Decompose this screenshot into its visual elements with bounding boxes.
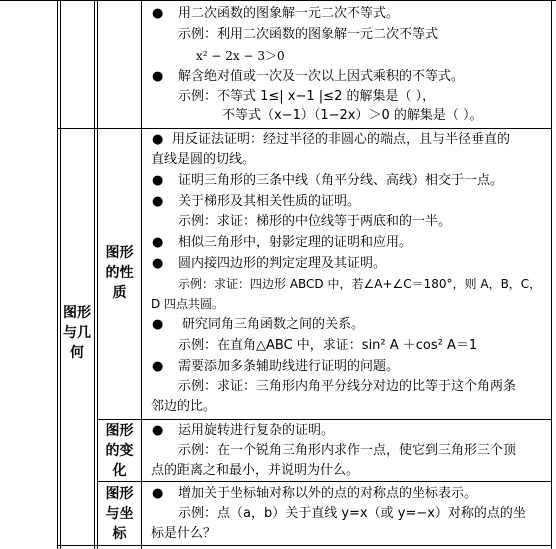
example-text: 标是什么？	[151, 526, 217, 541]
bullet: ●	[152, 6, 164, 21]
bullet: ●	[152, 423, 164, 438]
example-text: 邻边的比。	[151, 399, 217, 414]
bullet: ●	[152, 256, 164, 271]
subcategory-label-line: 图形	[105, 423, 134, 439]
border-left-inner	[60, 0, 61, 549]
bullet: ●	[152, 194, 164, 209]
item-text: 解含绝对值或一次及一次以上因式乘积的不等式。	[178, 69, 465, 84]
subcategory-label-line: 标	[112, 526, 127, 542]
bullet: ●	[152, 317, 164, 332]
subcategory-label-line: 图形	[105, 245, 134, 261]
example-text: 点的距离之和最小，并说明为什么。	[151, 463, 360, 478]
subcategory-label-line: 与坐	[105, 506, 134, 522]
item-text: 增加关于坐标轴对称以外的点的对称点的坐标表示。	[178, 486, 478, 501]
example-text: 示例：利用二次函数的图象解一元二次不等式	[178, 27, 439, 42]
item-text: 关于梯形及其相关性质的证明。	[178, 194, 361, 209]
example-text: 示例：求证：梯形的中位线等于两底和的一半。	[178, 214, 452, 229]
category-label-line: 何	[70, 345, 84, 361]
row-divider-1	[57, 128, 552, 129]
example-text: 示例：点（a，b）关于直线 y=x（或 y=−x）对称的点的坐	[178, 506, 526, 521]
bullet: ●	[152, 486, 164, 501]
example-text: 示例：求证：四边形 ABCD 中，若∠A+∠C＝180°，则 A，B，C，	[178, 277, 542, 291]
subcategory-label-line: 的性	[105, 265, 134, 281]
border-left	[57, 0, 58, 549]
bullet: ●	[152, 132, 164, 147]
item-text: 运用旋转进行复杂的证明。	[178, 423, 335, 438]
divider-col3	[141, 0, 142, 549]
item-text: 研究同角三角函数之间的关系。	[182, 317, 365, 332]
row-divider-2	[97, 419, 552, 420]
row-divider-3	[97, 481, 552, 482]
subcategory-coordinates	[98, 484, 141, 544]
category-label-line: 图形	[63, 305, 91, 321]
subcategory-label-line: 图形	[105, 486, 134, 502]
bullet: ●	[152, 359, 164, 374]
item-text: 用二次函数的图象解一元二次不等式。	[178, 6, 400, 21]
example-text: 不等式（x−1）（1−2x）＞0 的解集是（ ）。	[222, 108, 483, 123]
formula-text: x² − 2x − 3＞0	[196, 49, 285, 63]
item-text: 相似三角形中，射影定理的证明和应用。	[178, 235, 413, 250]
example-text: 示例：求证：三角形内角平分线分对边的比等于这个角两条	[178, 379, 517, 394]
example-text: D 四点共圆。	[151, 297, 225, 311]
category-label-line: 与几	[63, 325, 91, 341]
example-text: 示例：在一个锐角三角形内求作一点，使它到三角形三个顶	[178, 443, 517, 458]
item-text: 圆内接四边形的判定定理及其证明。	[178, 256, 387, 271]
bullet: ●	[152, 235, 164, 250]
subcategory-transform	[98, 421, 141, 481]
item-text: 用反证法证明：经过半径的非圆心的端点，且与半径垂直的	[172, 132, 511, 147]
item-text: 直线是圆的切线。	[151, 152, 256, 167]
bullet: ●	[152, 69, 164, 84]
example-text: 示例：在直角△ABC 中，求证：sin² A ＋cos² A＝1	[178, 338, 478, 353]
border-bottom	[57, 545, 552, 546]
subcategory-label-line: 化	[112, 463, 127, 479]
border-top	[0, 0, 556, 1]
category-geometry	[60, 303, 94, 363]
border-right	[551, 0, 552, 549]
bullet: ●	[152, 173, 164, 188]
item-text: 需要添加多条辅助线进行证明的问题。	[178, 359, 400, 374]
example-text: 示例：不等式 1≤| x−1 |≤2 的解集是（ ），	[178, 89, 436, 104]
subcategory-label-line: 质	[112, 285, 127, 301]
subcategory-label-line: 的变	[105, 443, 134, 459]
item-text: 证明三角形的三条中线（角平分线、高线）相交于一点。	[178, 173, 504, 188]
subcategory-properties	[98, 243, 141, 303]
divider-col1	[94, 0, 95, 549]
